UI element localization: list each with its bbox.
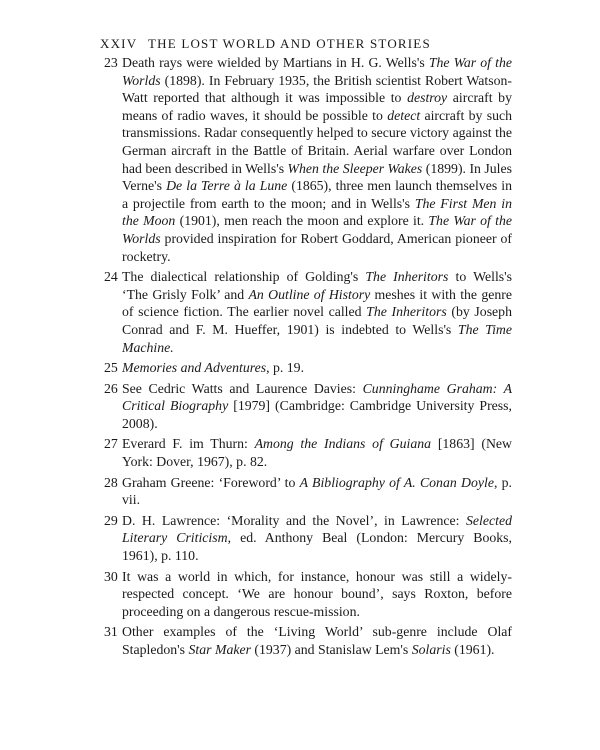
endnote-text: meshes it with the genre of science fiction. The earlier novel called [122,286,512,320]
endnote [104,435,512,470]
endnote-text: The dialectical relationship of Golding's [122,269,366,285]
endnote-text: Everard F. im Thurn: [122,436,255,452]
endnote-number: 27 [104,436,118,452]
endnote [104,623,512,658]
endnote-title-italic: Selected Literary Criticism [122,512,512,546]
endnote-title-italic: Among the Indians of Guiana [254,436,432,452]
endnote-text: , ed. Anthony Beal (London: Mercury Books, 1961), p. 110. [122,530,512,564]
endnote-title-italic: The Inheritors [365,269,449,285]
endnote-title-italic: detect [387,107,421,123]
endnote [104,268,512,356]
endnote-title-italic: When the Sleeper Wakes [287,160,423,176]
endnote-text: to Wells's ‘The Grisly Folk’ and [122,269,512,302]
endnote-number: 30 [104,568,118,584]
endnote-text: (by Joseph Conrad and F. M. Hueffer, 1901) is indebted to Wells's [122,304,512,337]
endnote-number: 28 [104,474,118,490]
endnote-title-italic: The Time Machine. [122,321,512,355]
endnote-number: 31 [104,624,118,640]
endnote-text: , p. vii. [122,474,512,508]
endnote-title-italic: Cunninghame Graham: A Critical Biography [122,380,512,414]
endnote-title-italic: The War of the Worlds [122,213,512,246]
endnote-title-italic: The Inheritors [366,304,447,320]
endnote-number: 23 [104,55,118,70]
endnote [104,54,512,265]
endnote-text: aircraft by means of radio waves, it should be possible to [122,90,512,123]
page-number: XXIV [100,36,138,51]
endnote-text: (1898). In February 1935, the British scientist Robert Watson-Watt reported that although it was impossible to [122,72,512,106]
endnote-text: Other examples of the ‘Living World’ sub-genre include Olaf Stapledon's [122,624,512,657]
endnote-title-italic: Star Maker [188,642,251,657]
endnote-number: 29 [104,512,118,528]
endnote-text: Death rays were wielded by Martians in H. G. Wells's [122,55,429,70]
endnote-title-italic: Memories and Adventures [122,360,267,376]
endnote [104,380,512,433]
endnote-text: (1865), three men launch themselves in a projectile from earth to the moon; and in Wells's [122,178,512,211]
endnotes-list [104,54,512,662]
endnote [104,359,512,377]
endnote-title-italic: Solaris [411,642,451,657]
endnote-text: (1961). [450,642,495,657]
endnote-text: Graham Greene: ‘Foreword’ to [122,474,300,490]
endnote-text: (1937) and Stanislaw Lem's [250,642,412,657]
endnote-text: provided inspiration for Robert Goddard, American pioneer of rocketry. [122,230,512,264]
endnote [104,474,512,509]
endnote-text: (1901), men reach the moon and explore it. [175,213,429,229]
endnote-text: (1899). In Jules Verne's [122,160,512,194]
endnote-text: See Cedric Watts and Laurence Davies: [122,380,363,396]
endnote-number: 24 [104,269,118,285]
endnote-text: [1863] (New York: Dover, 1967), p. 82. [122,436,513,470]
endnote-title-italic: The War of the Worlds [122,55,513,88]
running-head [100,36,431,52]
endnote-title-italic: The First Men in the Moon [122,195,512,229]
endnote-text: , p. 19. [266,360,305,376]
endnote-title-italic: An Outline of History [248,286,371,302]
endnote-text: [1979] (Cambridge: Cambridge University Press, 2008). [122,398,512,431]
endnote-text: It was a world in which, for instance, honour was still a widely-respected concept. ‘We are honour bound’, says Roxton, before proceeding on a dangerous rescue-mission. [122,568,512,619]
endnote-title-italic: destroy [407,90,448,106]
endnote [104,568,512,621]
endnote-title-italic: A Bibliography of A. Conan Doyle [299,474,494,490]
endnote-number: 26 [104,380,118,396]
endnote-text: D. H. Lawrence: ‘Morality and the Novel’, in Lawrence: [122,512,467,528]
endnote [104,512,512,565]
running-title: THE LOST WORLD AND OTHER STORIES [148,36,431,51]
endnote-text: aircraft by such transmissions. Radar consequently helped to secure victory against the German aircraft in the Battle of Britain. Aerial warfare over London had been described in Wells's [122,107,513,176]
endnote-number: 25 [104,360,118,376]
endnote-title-italic: De la Terre à la Lune [166,178,288,194]
